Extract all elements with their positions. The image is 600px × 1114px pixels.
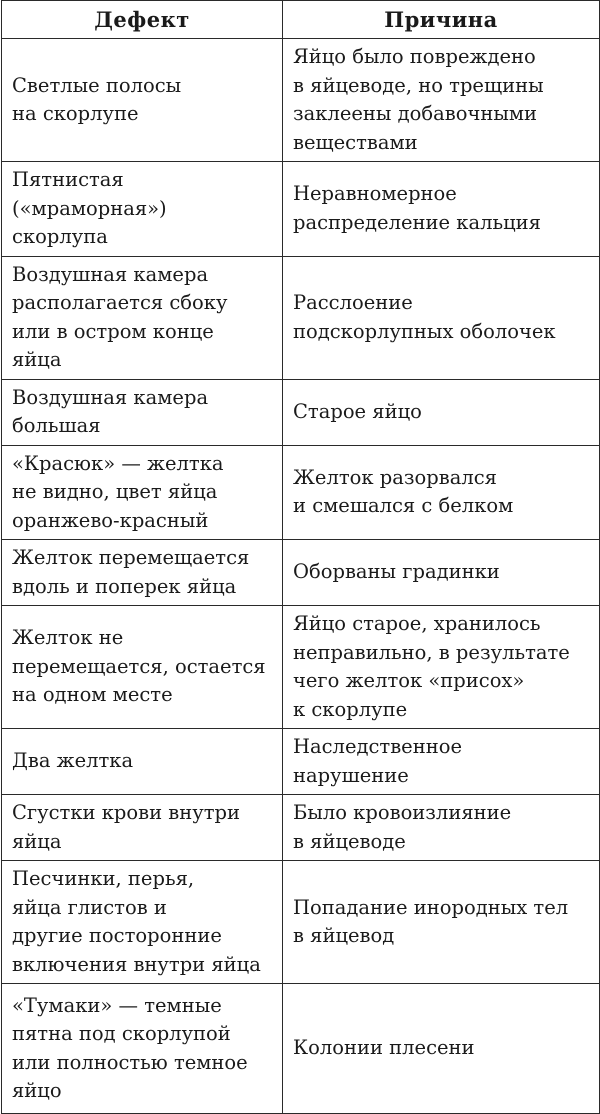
defects-table [1, 0, 600, 1114]
table-row [2, 795, 600, 861]
defect-cell: «Тумаки» — темные пятна под скорлупой или полностью темное яйцо [2, 984, 283, 1114]
cause-cell: Было кровоизлияние в яйцеводе [283, 795, 600, 861]
defect-cell: Светлые полосы на скорлупе [2, 39, 283, 162]
defect-cell: Желток перемещается вдоль и поперек яйца [2, 540, 283, 606]
table-row [2, 606, 600, 729]
table-header-row [2, 1, 600, 39]
table-row [2, 256, 600, 379]
defect-cell: «Красюк» — желтка не видно, цвет яйца оранжево-красный [2, 445, 283, 540]
defect-cell: Воздушная камера располагается сбоку или в остром конце яйца [2, 256, 283, 379]
defect-cell: Песчинки, перья, яйца глистов и другие посторонние включения внутри яйца [2, 861, 283, 984]
cause-cell: Колонии плесени [283, 984, 600, 1114]
cause-cell: Неравномерное распределение кальция [283, 162, 600, 257]
table-row [2, 379, 600, 445]
cause-cell: Оборваны градинки [283, 540, 600, 606]
cause-cell: Старое яйцо [283, 379, 600, 445]
defect-cell: Два желтка [2, 729, 283, 795]
cause-cell: Яйцо старое, хранилось неправильно, в результате чего желток «присох» к скорлупе [283, 606, 600, 729]
cause-cell: Попадание инородных тел в яйцевод [283, 861, 600, 984]
defect-cell: Пятнистая («мраморная») скорлупа [2, 162, 283, 257]
table-row [2, 984, 600, 1114]
defect-cell: Желток не перемещается, остается на одном месте [2, 606, 283, 729]
column-header-defect: Дефект [2, 1, 283, 39]
cause-cell: Желток разорвался и смешался с белком [283, 445, 600, 540]
table-row [2, 445, 600, 540]
cause-cell: Яйцо было повреждено в яйцеводе, но трещины заклеены добавочными веществами [283, 39, 600, 162]
table-row [2, 162, 600, 257]
table-row [2, 861, 600, 984]
table-row [2, 540, 600, 606]
defect-cell: Сгустки крови внутри яйца [2, 795, 283, 861]
table-row [2, 729, 600, 795]
cause-cell: Расслоение подскорлупных оболочек [283, 256, 600, 379]
defect-cell: Воздушная камера большая [2, 379, 283, 445]
cause-cell: Наследственное нарушение [283, 729, 600, 795]
table-row [2, 39, 600, 162]
column-header-cause: Причина [283, 1, 600, 39]
